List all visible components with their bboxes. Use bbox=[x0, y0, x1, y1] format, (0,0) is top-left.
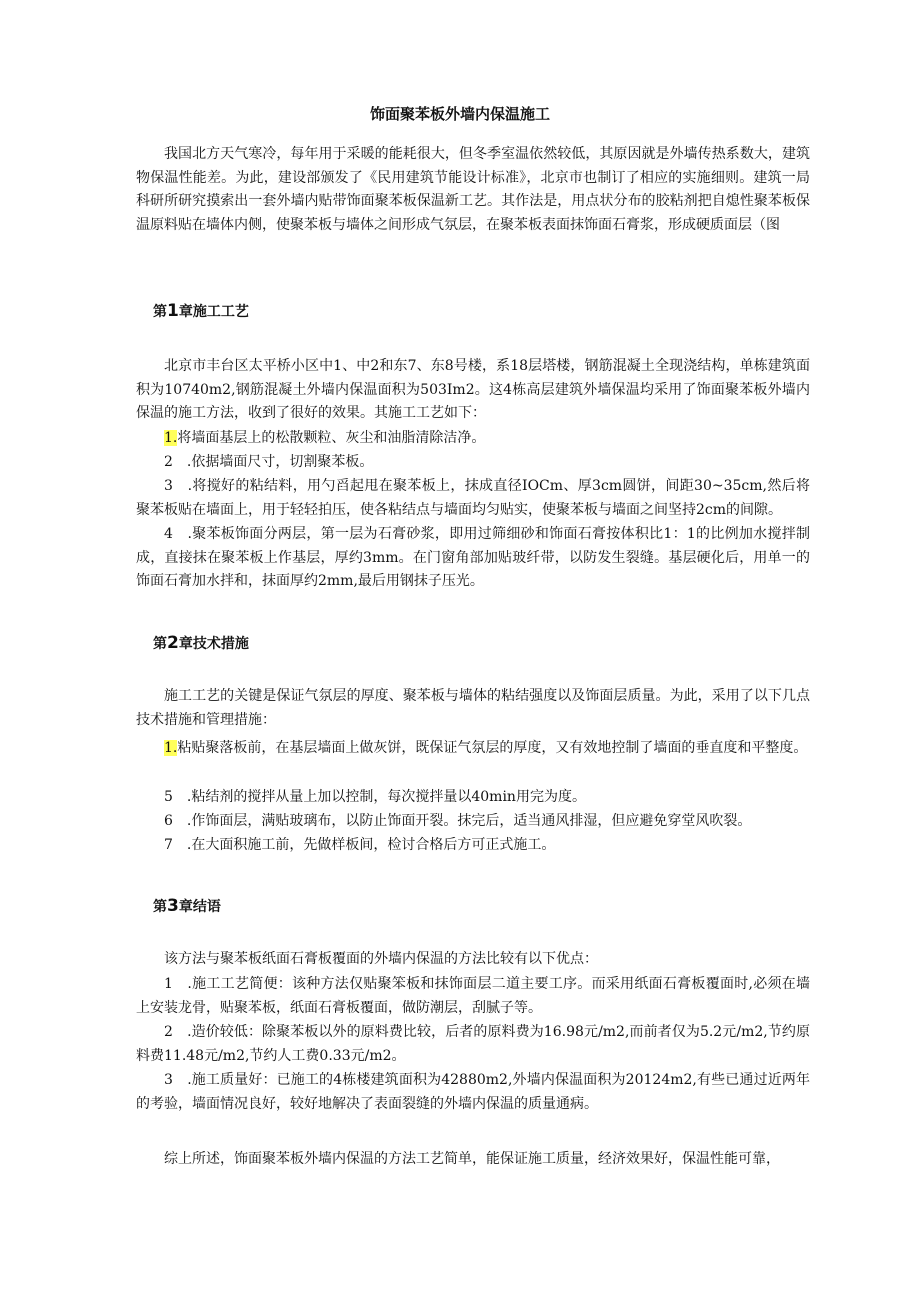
chapter-3-title: 章结语 bbox=[178, 899, 221, 915]
chapter-1-item-1 bbox=[136, 427, 810, 451]
chapter-1-item-2: 2 .依据墙面尺寸，切割聚苯板。 bbox=[164, 454, 374, 470]
chapter-1-title: 章施工工艺 bbox=[178, 304, 249, 320]
chapter-2-title: 章技术措施 bbox=[178, 636, 249, 652]
chapter-1-intro: 北京市丰台区太平桥小区中1、中2和东7、东8号楼，系18层塔楼，钢筋混凝土全现浇结构，单栋建筑面积为10740m2,钢筋混凝土外墙内保温面积为503Im2。这4栋高层建筑外墙保温均采用了饰面聚苯板外墙内保温的施工方法，收到了很好的效果。其施工工艺如下： bbox=[136, 358, 810, 421]
chapter-3-number: 3 bbox=[167, 896, 179, 916]
chapter-2-item-1 bbox=[136, 737, 810, 761]
chapter-3-prefix: 第 bbox=[153, 899, 167, 915]
chapter-2-item-6: 6 .作饰面层，满贴玻璃布，以防止饰面开裂。抹完后，适当通风排湿，但应避免穿堂风吹裂。 bbox=[164, 813, 752, 829]
chapter-1-number: 1 bbox=[167, 301, 179, 321]
chapter-1-heading bbox=[153, 301, 249, 321]
chapter-2-prefix: 第 bbox=[153, 636, 167, 652]
chapter-3-heading bbox=[153, 896, 221, 916]
chapter-3-item-3: 3 .施工质量好：已施工的4栋楼建筑面积为42880m2,外墙内保温面积为20124m2,有些已通过近两年的考验，墙面情况良好，较好地解决了表面裂缝的外墙内保温的质量通病。 bbox=[136, 1072, 810, 1112]
intro-paragraph: 我国北方天气寒冷，每年用于采暖的能耗很大，但冬季室温依然较低，其原因就是外墙传热系数大，建筑物保温性能差。为此，建设部颁发了《民用建筑节能设计标准》，北京市也制订了相应的实施细则。建筑一局科研所研究摸索出一套外墙内贴带饰面聚苯板保温新工艺。其作法是，用点状分布的胶粘剂把自熄性聚苯板保温原料贴在墙体内侧，使聚苯板与墙体之间形成气氛层，在聚苯板表面抹饰面石膏浆，形成硬质面层（图 bbox=[136, 146, 810, 233]
chapter-2-heading bbox=[153, 633, 249, 653]
chapter-1-item-4: 4 .聚苯板饰面分两层，第一层为石膏砂浆，即用过筛细砂和饰面石膏按体积比1：1的比例加水搅拌制成，直接抹在聚苯板上作基层，厚约3mm。在门窗角部加贴玻纤带，以防发生裂缝。基层硬化后，用单一的饰面石膏加水拌和，抹面厚约2mm,最后用钢抹子压光。 bbox=[136, 526, 810, 589]
chapter-2-item-7: 7 .在大面积施工前，先做样板间，检讨合格后方可正式施工。 bbox=[164, 837, 556, 853]
chapter-3-item-2: 2 .造价较低：除聚苯板以外的原料费比较，后者的原料费为16.98元/m2,而前者仅为5.2元/m2,节约原料费11.48元/m2,节约人工费0.33元/m2。 bbox=[136, 1024, 810, 1064]
chapter-1-item-3: 3 .将搅好的粘结料，用勺舀起甩在聚苯板上，抹成直径IOCm、厚3cm圆饼，间距30~35cm,然后将聚苯板贴在墙面上，用于轻轻拍压，使各粘结点与墙面均匀贴实，使聚苯板与墙面之间坚持2cm的间隙。 bbox=[136, 478, 810, 518]
document-title: 饰面聚苯板外墙内保温施工 bbox=[369, 105, 550, 123]
highlight-marker: 1. bbox=[164, 740, 178, 756]
chapter-2-number: 2 bbox=[167, 633, 179, 653]
chapter-3-intro: 该方法与聚苯板纸面石膏板覆面的外墙内保温的方法比较有以下优点： bbox=[164, 951, 598, 967]
chapter-1-item-1-text: 将墙面基层上的松散颗粒、灰尘和油脂清除洁净。 bbox=[177, 430, 486, 446]
highlight-marker: 1. bbox=[164, 430, 178, 446]
chapter-3-item-1: 1 .施工工艺简便：该种方法仅贴聚笨板和抹饰面层二道主要工序。而采用纸面石膏板覆面时,必须在墙上安装龙骨，贴聚苯板，纸面石膏板覆面，做防潮层，刮腻子等。 bbox=[136, 976, 810, 1016]
chapter-1-prefix: 第 bbox=[153, 304, 167, 320]
chapter-2-item-1-text: 粘贴聚落板前，在基层墙面上做灰饼，既保证气氛层的厚度，又有效地控制了墙面的垂直度和平整度。 bbox=[177, 740, 808, 756]
chapter-2-intro: 施工工艺的关键是保证气氛层的厚度、聚苯板与墙体的粘结强度以及饰面层质量。为此，采用了以下几点技术措施和管理措施： bbox=[136, 688, 810, 728]
conclusion-paragraph: 综上所述，饰面聚苯板外墙内保温的方法工艺简单，能保证施工质量，经济效果好，保温性能可靠， bbox=[164, 1151, 780, 1167]
chapter-2-item-5: 5 .粘结剂的搅拌从量上加以控制，每次搅拌量以40min用完为度。 bbox=[164, 789, 586, 805]
